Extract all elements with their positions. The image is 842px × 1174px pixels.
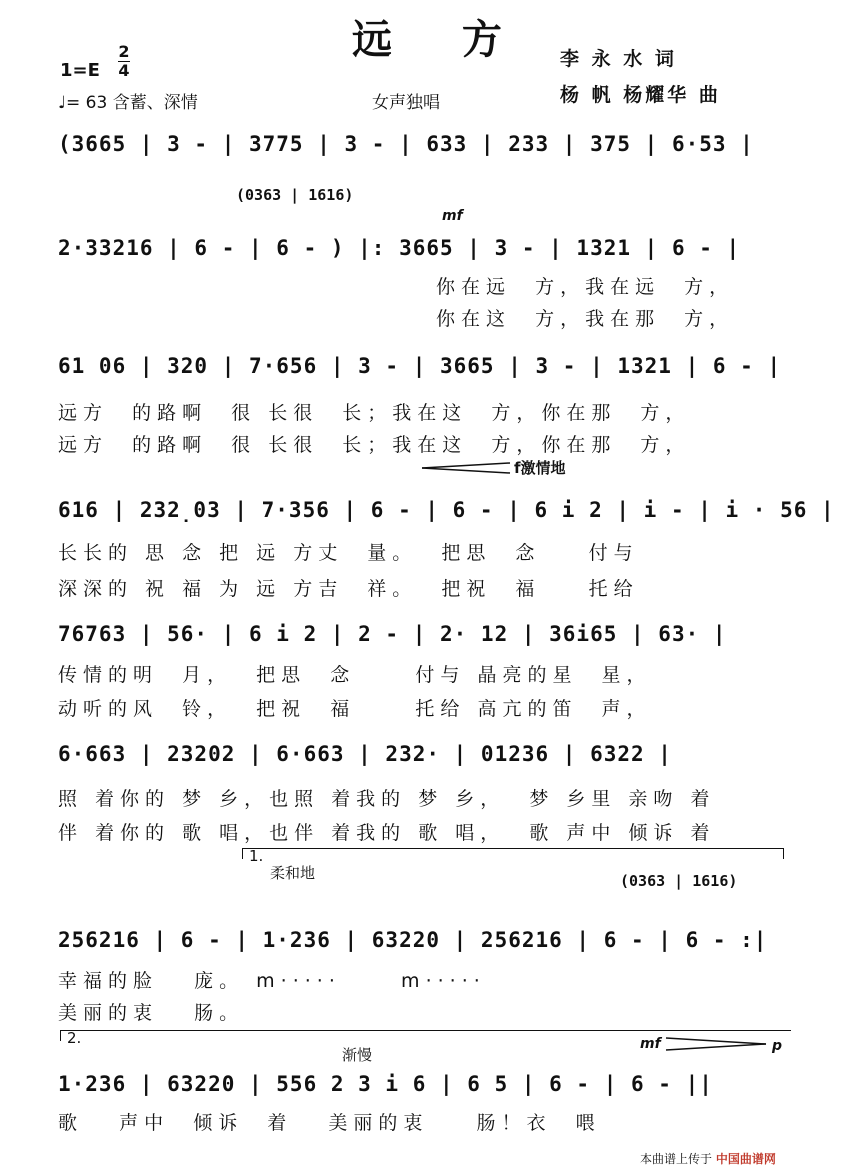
lyrics-2-verse-2: 你在这 方，我在那 方， — [436, 308, 735, 330]
site-logo-text[interactable]: 中国曲谱网 — [715, 1152, 776, 1166]
notation-line-6: 6·663 | 23202 | 6·663 | 232· | 01236 | 6322 | — [58, 742, 672, 766]
notation-line-8: 1·236 | 63220 | 556 2 3 i 6 | 6 5 | 6 - | 6 - || — [58, 1072, 713, 1096]
key-signature: 1=E — [60, 60, 100, 81]
time-signature — [118, 44, 130, 79]
volta-1-label: 1. — [249, 847, 264, 865]
performance-note: 女声独唱 — [372, 93, 440, 113]
upload-text: 本曲谱上传于 — [640, 1152, 713, 1166]
diminuendo-hairpin — [664, 1036, 768, 1056]
expression-rit: 渐慢 — [342, 1046, 373, 1064]
upload-footer — [640, 1150, 776, 1167]
notation-line-2: 2·33216 | 6 - | 6 - ) |: 3665 | 3 - | 1321 | 6 - | — [58, 236, 741, 260]
lyrics-3-verse-1: 远方 的路啊 很 长很 长；我在这 方，你在那 方， — [58, 402, 691, 424]
volta-bracket-1 — [242, 847, 784, 865]
score-system-1 — [58, 132, 784, 172]
expression-gentle: 柔和地 — [270, 864, 316, 882]
time-signature-bottom: 4 — [118, 61, 130, 80]
dynamic-mf-end: mf — [640, 1036, 661, 1052]
expression-forte: f激情地 — [514, 459, 566, 477]
lyrics-5-verse-1: 传情的明 月， 把思 念 付与 晶亮的星 星， — [58, 664, 652, 686]
lyrics-4-verse-2: 深深的 祝 福 为 远 方吉 祥。 把祝 福 托给 — [58, 578, 639, 600]
score-system-2 — [58, 236, 784, 276]
lyrics-7-verse-2: 美丽的衷 肠。 — [58, 1002, 245, 1024]
score-system-4 — [58, 498, 835, 538]
time-signature-top: 2 — [118, 42, 130, 61]
pickup-notation-7: (0363 | 1616) — [620, 872, 738, 890]
lyrics-8-verse-1: 歌 声中 倾诉 着 美丽的衷 肠！衣 喂 — [58, 1112, 601, 1134]
lyrics-3-verse-2: 远方 的路啊 很 长很 长；我在这 方，你在那 方， — [58, 434, 691, 456]
lyrics-5-verse-2: 动听的风 铃， 把祝 福 托给 高亢的笛 声， — [58, 698, 652, 720]
score-system-5 — [58, 622, 784, 662]
notation-line-7: 256216 | 6 - | 1·236 | 63220 | 256216 | 6 - | 6 - :| — [58, 928, 768, 952]
notation-line-5: 76763 | 56· | 6 i 2 | 2 - | 2· 12 | 36i65 | 63· | — [58, 622, 727, 646]
volta-2-label: 2. — [67, 1029, 82, 1047]
song-title: 远 方 — [352, 17, 530, 63]
crescendo-hairpin — [420, 460, 512, 479]
score-system-8 — [58, 1072, 784, 1112]
notation-line-4: 616 | 232̣03 | 7·356 | 6 - | 6 - | 6 i 2 | i - | i · 56 | — [58, 498, 835, 522]
lyrics-2-verse-1: 你在远 方，我在远 方， — [436, 276, 735, 298]
score-system-7 — [58, 928, 784, 968]
lyrics-6-verse-1: 照 着你的 梦 乡，也照 着我的 梦 乡， 梦 乡里 亲吻 着 — [58, 788, 716, 810]
pickup-notation-2: (0363 | 1616) — [236, 186, 354, 204]
dynamic-mf: mf — [442, 208, 463, 224]
lyricist-credit: 李 永 水 词 — [560, 48, 677, 70]
notation-line-3: 61 06 | 320 | 7·656 | 3 - | 3665 | 3 - | 1321 | 6 - | — [58, 354, 782, 378]
score-system-3 — [58, 354, 784, 394]
lyrics-7-verse-1: 幸福的脸 庞。 m····· m····· — [58, 970, 486, 992]
score-system-6 — [58, 742, 784, 782]
lyrics-4-verse-1: 长长的 思 念 把 远 方丈 量。 把思 念 付与 — [58, 542, 639, 564]
composer-credit: 杨 帆 杨耀华 曲 — [560, 84, 721, 106]
notation-line-1: (3665 | 3 - | 3775 | 3 - | 633 | 233 | 375 | 6·53 | — [58, 132, 754, 156]
lyrics-6-verse-2: 伴 着你的 歌 唱，也伴 着我的 歌 唱， 歌 声中 倾诉 着 — [58, 822, 716, 844]
dynamic-p: p — [772, 1038, 783, 1054]
tempo-marking: ♩= 63 含蓄、深情 — [58, 93, 198, 113]
